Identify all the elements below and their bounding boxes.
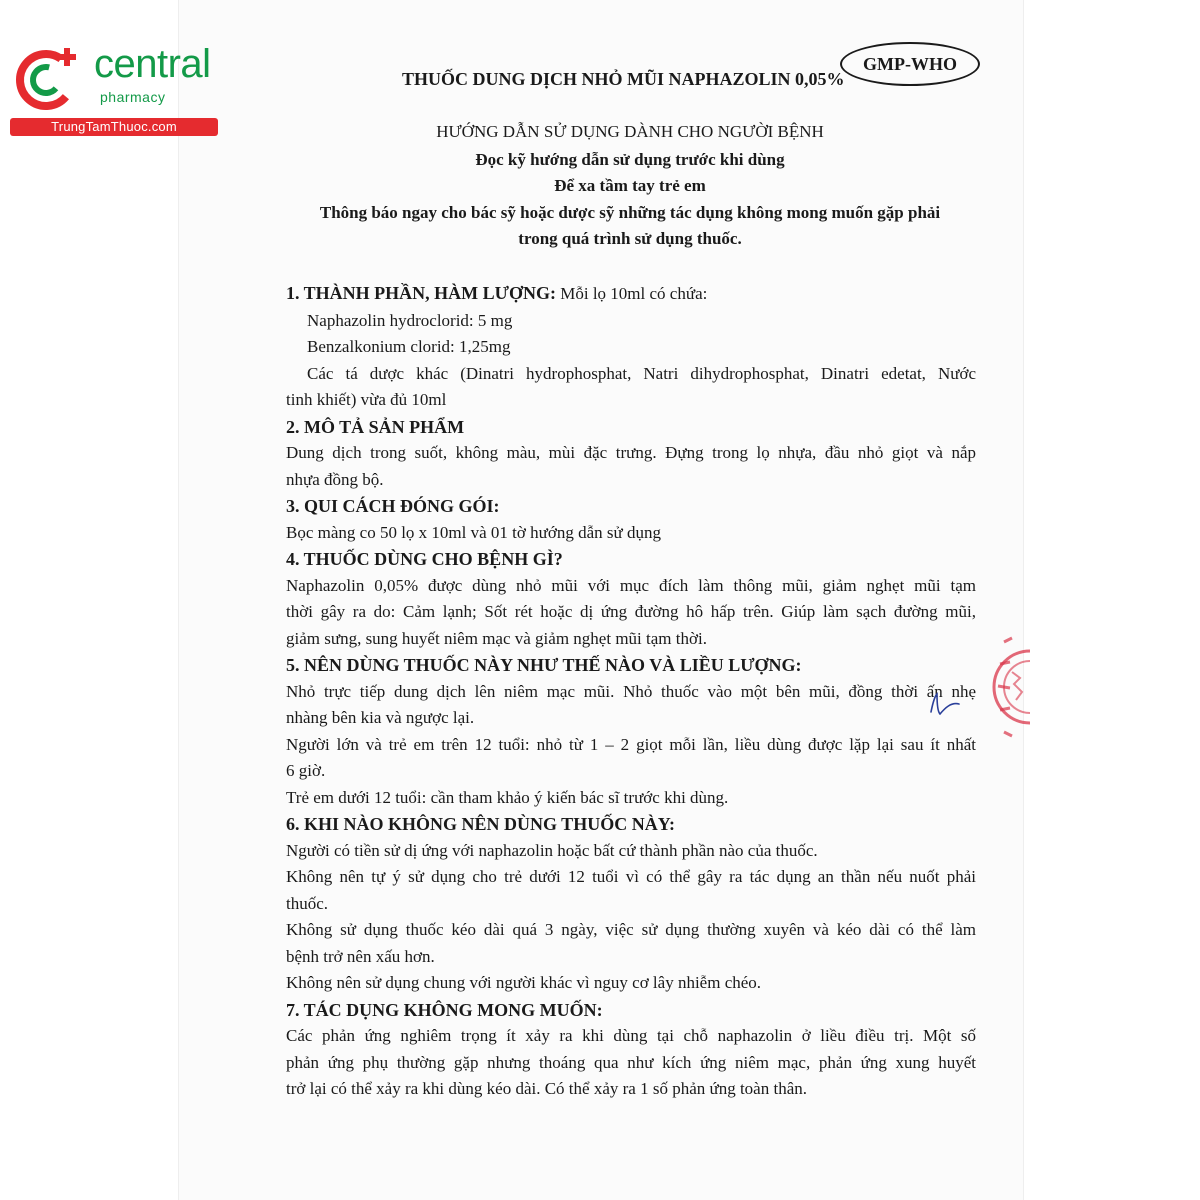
section-6-line: Người có tiền sử dị ứng với naphazolin hoặc bất cứ thành phần nào của thuốc. (286, 840, 818, 860)
section-7-line: trở lại có thể xảy ra khi dùng kéo dài. Có thể xảy ra 1 số phản ứng toàn thân. (286, 1079, 807, 1098)
pharmacy-cross-icon (10, 40, 90, 120)
logo-site-url: TrungTamThuoc.com (10, 118, 218, 136)
section-4-heading: 4. THUỐC DÙNG CHO BỆNH GÌ? (286, 549, 563, 569)
section-3-heading: 3. QUI CÁCH ĐÓNG GÓI: (286, 496, 500, 516)
section-4-line: thời gây ra do: Cảm lạnh; Sốt rét hoặc dị ứng đường hô hấp trên. Giúp làm sạch đường mũi, (286, 602, 976, 621)
section-1-heading-line (286, 280, 976, 308)
logo-sub-text: pharmacy (100, 89, 166, 105)
section-6-line: bệnh trở nên xấu hơn. (286, 946, 435, 966)
section-3-line: Bọc màng co 50 lọ x 10ml và 01 tờ hướng dẫn sử dụng (286, 522, 661, 542)
intro-line-3: Để xa tầm tay trẻ em (554, 176, 706, 195)
section-7-line: Các phản ứng nghiêm trọng ít xảy ra khi dùng tại chỗ naphazolin ở liều điều trị. Một số (286, 1026, 976, 1045)
section-1-heading: 1. THÀNH PHẦN, HÀM LƯỢNG: (286, 283, 556, 303)
section-5-line: Trẻ em dưới 12 tuổi: cần tham khảo ý kiến bác sĩ trước khi dùng. (286, 787, 729, 807)
section-1-line: tinh khiết) vừa đủ 10ml (286, 390, 447, 409)
document-body (286, 280, 976, 1103)
section-6-heading: 6. KHI NÀO KHÔNG NÊN DÙNG THUỐC NÀY: (286, 814, 676, 834)
section-1-line: Các tá dược khác (Dinatri hydrophosphat, Natri dihydrophosphat, Dinatri edetat, Nước (307, 363, 976, 383)
section-7-heading: 7. TÁC DỤNG KHÔNG MONG MUỐN: (286, 999, 603, 1020)
section-6-line: Không sử dụng thuốc kéo dài quá 3 ngày, việc sử dụng thường xuyên và kéo dài có thể làm (286, 920, 976, 939)
section-7-line: phản ứng phụ thường gặp nhưng thoáng qua như kích ứng niêm mạc, phản ứng xung huyết (286, 1052, 976, 1072)
logo-brand-text: central (94, 42, 211, 86)
section-6-line: thuốc. (286, 893, 329, 913)
red-stamp-icon (990, 612, 1030, 762)
section-1-line: Naphazolin hydroclorid: 5 mg (307, 310, 513, 330)
section-2-line: Dung dịch trong suốt, không màu, mùi đặc trưng. Đựng trong lọ nhựa, đầu nhỏ giọt và nắp (286, 443, 976, 462)
section-6-line: Không nên tự ý sử dụng cho trẻ dưới 12 tuổi vì có thể gây ra tác dụng an thần nếu nuốt phải (286, 867, 976, 886)
gmp-who-badge: GMP-WHO (840, 42, 980, 86)
section-5-heading: 5. NÊN DÙNG THUỐC NÀY NHƯ THẾ NÀO VÀ LIỀU LƯỢNG: (286, 655, 802, 675)
section-4-line: Naphazolin 0,05% được dùng nhỏ mũi với mục đích làm thông mũi, giảm nghẹt mũi tạm (286, 575, 976, 595)
intro-line-5: trong quá trình sử dụng thuốc. (518, 229, 742, 248)
section-5-line: nhàng bên kia và ngược lại. (286, 708, 475, 727)
signature-mark (925, 690, 965, 720)
intro-line-4: Thông báo ngay cho bác sỹ hoặc dược sỹ những tác dụng không mong muốn gặp phải (319, 203, 941, 222)
intro-line-1: HƯỚNG DẪN SỬ DỤNG DÀNH CHO NGƯỜI BỆNH (436, 122, 824, 141)
section-5-line: Nhỏ trực tiếp dung dịch lên niêm mạc mũi. Nhỏ thuốc vào một bên mũi, đồng thời ấn nhẹ (286, 681, 976, 701)
intro-line-2: Đọc kỹ hướng dẫn sử dụng trước khi dùng (475, 150, 785, 169)
document-title: THUỐC DUNG DỊCH NHỎ MŨI NAPHAZOLIN 0,05% (402, 69, 845, 89)
section-4-line: giảm sưng, sung huyết niêm mạc và giảm nghẹt mũi tạm thời. (286, 628, 707, 648)
section-1-line: Benzalkonium clorid: 1,25mg (307, 337, 511, 356)
section-1-lead: Mỗi lọ 10ml có chứa: (556, 284, 708, 303)
section-5-line: Người lớn và trẻ em trên 12 tuổi: nhỏ từ 1 – 2 giọt mỗi lần, liều dùng được lặp lại sau ít nhất (286, 734, 976, 754)
section-6-line: Không nên sử dụng chung với người khác vì nguy cơ lây nhiễm chéo. (286, 973, 762, 992)
section-2-heading: 2. MÔ TẢ SẢN PHẨM (286, 416, 465, 437)
section-5-line: 6 giờ. (286, 761, 326, 780)
section-2-line: nhựa đồng bộ. (286, 469, 384, 489)
